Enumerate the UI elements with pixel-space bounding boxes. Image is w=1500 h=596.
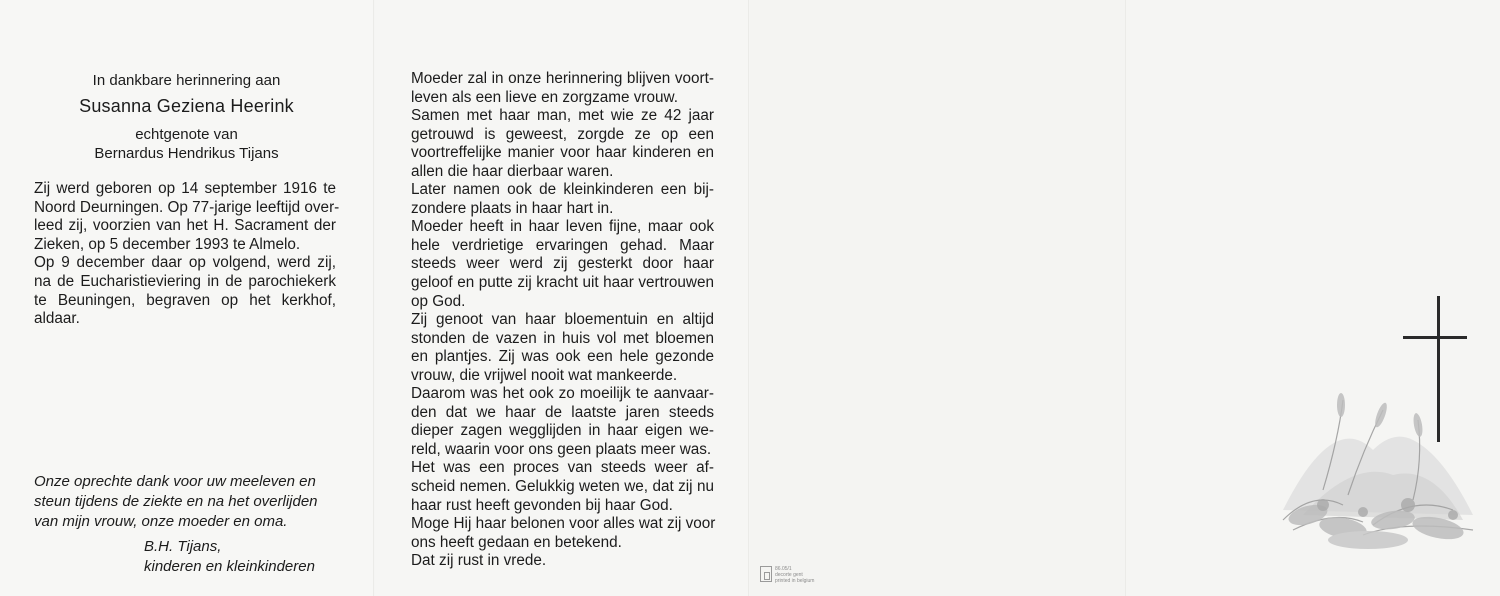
tribute-line: allen die haar dierbaar waren. — [411, 162, 614, 180]
tribute-line: Later namen ook de kleinkinderen een bij- — [411, 181, 714, 199]
biography — [34, 180, 340, 329]
bio-line: aldaar. — [34, 310, 80, 328]
panel-dedication — [0, 0, 373, 596]
tribute-line: Moge Hij haar belonen voor alles wat zij voor — [411, 515, 716, 533]
tribute-line: getrouwd is geweest, zorgde ze op een — [411, 125, 714, 143]
bio-line: Zieken, op 5 december 1993 te Almelo. — [34, 235, 301, 253]
tribute-line: dieper zagen wegglijden in haar eigen we- — [411, 422, 714, 440]
printer-mark-text — [775, 566, 814, 584]
bio-line: Op 9 december daar op volgend, werd zij, — [34, 254, 336, 272]
thanks-line: van mijn vrouw, onze moeder en oma. — [34, 513, 288, 530]
bio-line: na de Eucharistieviering in de parochiekerk — [34, 272, 336, 290]
cross-with-flowers-icon — [1223, 290, 1500, 590]
tribute-line: leven als een lieve en zorgzame vrouw. — [411, 88, 678, 106]
spouse-name: Bernardus Hendrikus Tijans — [94, 145, 279, 162]
bio-line: te Beuningen, begraven op het kerkhof, — [34, 291, 336, 309]
tribute-line: scheid nemen. Gelukkig weten we, dat zij nu — [411, 478, 714, 496]
tribute-line: hele verdrietige ervaringen gehad. Maar — [411, 236, 714, 254]
printer-logo-icon — [760, 566, 772, 582]
printer-mark-line: decorte gent — [775, 572, 803, 578]
tribute-line: stonden de vazen in huis vol met bloemen — [411, 329, 714, 347]
tribute-line: Daarom was het ook zo moeilijk te aanvaar- — [411, 385, 714, 403]
dedication-heading: In dankbare herinnering aan — [92, 72, 281, 89]
signature-line: B.H. Tijans, — [144, 538, 222, 555]
thanks-message — [34, 472, 336, 532]
tribute-line: steeds weer werd zij gesterkt door haar — [411, 255, 714, 273]
spouse-intro: echtgenote van — [135, 126, 238, 143]
tribute-line: Samen met haar man, met wie ze 42 jaar — [411, 107, 714, 125]
tribute-line: reld, waarin voor ons geen plaats meer was. — [411, 440, 712, 458]
tribute-line: Zij genoot van haar bloementuin en altijd — [411, 311, 714, 329]
tribute-line: geloof en putte zij kracht uit haar vertrouwen — [411, 274, 714, 292]
signature — [144, 537, 315, 577]
tribute-line: ons heeft gedaan en betekend. — [411, 533, 622, 551]
tribute-line: vrouw, die vrijwel nooit wat mankeerde. — [411, 366, 678, 384]
tribute-line: Het was een proces van steeds weer af- — [411, 459, 714, 477]
tribute-line: op God. — [411, 292, 466, 310]
panel-back — [750, 0, 1125, 596]
tribute-line: zondere plaats in haar hart in. — [411, 199, 614, 217]
tribute-line: Moeder zal in onze herinnering blijven voort- — [411, 70, 714, 87]
bio-line: Noord Deurningen. Op 77-jarige leeftijd over- — [34, 198, 340, 216]
thanks-line: Onze oprechte dank voor uw meeleven en — [34, 473, 316, 490]
panel-tribute — [375, 0, 748, 596]
panel-front — [1127, 0, 1500, 596]
bio-line: leed zij, voorzien van het H. Sacrament der — [34, 217, 336, 235]
tribute-line: haar rust heeft gevonden bij haar God. — [411, 496, 673, 514]
tribute-text — [411, 70, 714, 571]
printer-mark — [760, 566, 850, 588]
printer-mark-line: 86.05/1 — [775, 566, 792, 572]
printer-mark-line: printed in belgium — [775, 578, 815, 584]
thanks-line: steun tijdens de ziekte en na het overlijden — [34, 493, 318, 510]
tribute-line: den dat we haar de laatste jaren steeds — [411, 403, 714, 421]
tribute-line: Dat zij rust in vrede. — [411, 552, 547, 570]
deceased-name: Susanna Geziena Heerink — [79, 96, 294, 116]
signature-line: kinderen en kleinkinderen — [144, 558, 315, 575]
bio-line: Zij werd geboren op 14 september 1916 te — [34, 180, 336, 197]
tribute-line: voortreffelijke manier voor haar kinderen en — [411, 144, 714, 162]
tribute-line: Moeder heeft in haar leven fijne, maar ook — [411, 218, 714, 236]
tribute-line: en plantjes. Zij was ook een hele gezonde — [411, 348, 714, 366]
